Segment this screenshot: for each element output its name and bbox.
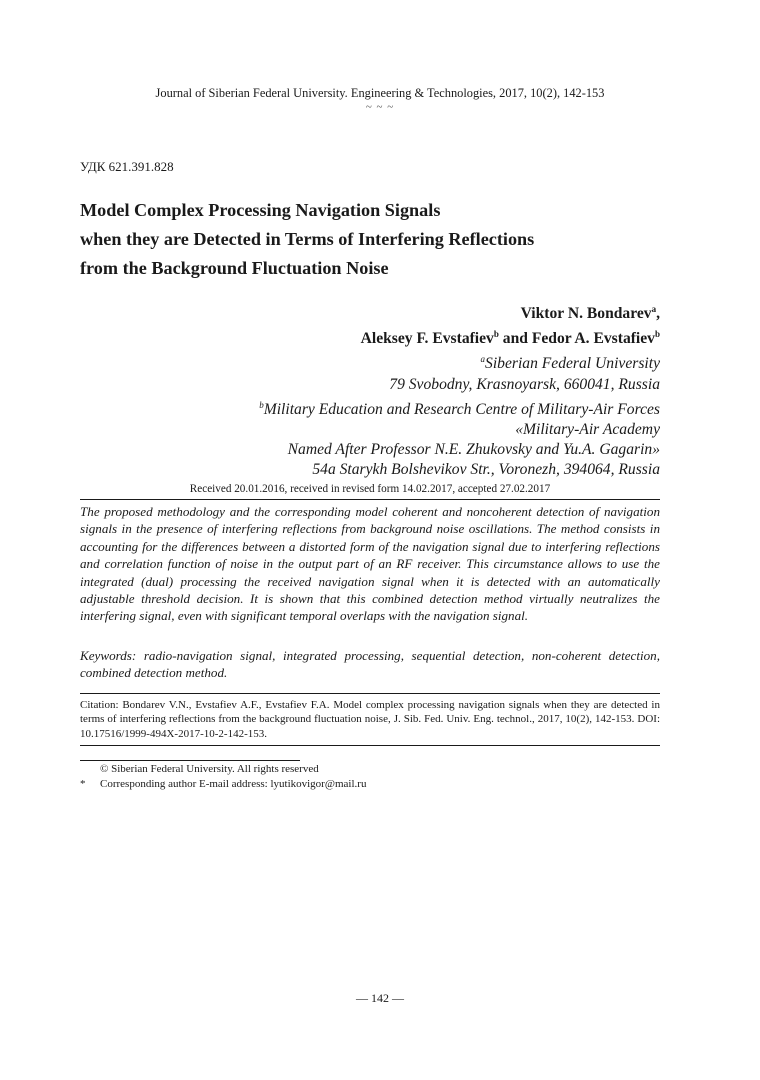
title-line-3: from the Background Fluctuation Noise <box>80 258 389 278</box>
author-fedor-evstafiev: Fedor A. Evstafiev <box>531 330 655 348</box>
corresponding-email: Corresponding author E-mail address: lyutikovigor@mail.ru <box>100 778 367 790</box>
page-number: — 142 — <box>356 991 404 1005</box>
author-aleksey-evstafiev: Aleksey F. Evstafiev <box>360 330 494 348</box>
paper-title <box>80 196 680 283</box>
affiliation-b-address: 54a Starykh Bolshevikov Str., Voronezh, 394064, Russia <box>312 460 660 478</box>
footnote-star: * <box>80 778 86 790</box>
author-sup: b <box>493 329 499 340</box>
citation-bottom-rule <box>80 745 660 746</box>
affiliation-a-address: 79 Svobodny, Krasnoyarsk, 660041, Russia <box>389 375 660 393</box>
author-sup: b <box>654 329 660 340</box>
udk-code: УДК 621.391.828 <box>80 159 174 174</box>
citation-text: Citation: Bondarev V.N., Evstafiev A.F., Evstafiev F.A. Model complex processing navigation signals when they are detected in terms of interfering reflections from the background fluctuation noise, J. Sib. Fed. Univ. Eng. technol., 2017, 10(2), 142-153. DOI: 10.17516/1999-494X-2017-10-2-142-153. <box>80 699 660 740</box>
abstract-top-rule <box>80 499 660 500</box>
journal-header: Journal of Siberian Federal University. Engineering & Technologies, 2017, 10(2), 142-153 <box>155 86 605 100</box>
affiliation-b-name-3: Named After Professor N.E. Zhukovsky and Yu.A. Gagarin» <box>287 440 660 458</box>
keywords-text: Keywords: radio-navigation signal, integrated processing, sequential detection, non-coherent detection, combined detection method. <box>80 648 660 681</box>
author-line-2 <box>259 324 660 349</box>
copyright-footnote: © Siberian Federal University. All rights reserved <box>100 763 319 775</box>
citation-top-rule <box>80 693 660 694</box>
affiliation-b-name-2: «Military-Air Academy <box>515 420 660 438</box>
affiliation-a-text: Siberian Federal University <box>485 355 660 373</box>
abstract-text: The proposed methodology and the corresponding model coherent and noncoherent detection of navigation signals in the presence of interfering reflections from background noise oscillations. The method consists in accounting for the differences between a distorted form of the navigation signal due to interfering reflections and correlation function of noise in the output part of an RF receiver. This circumstance allows to use the integrated (dual) processing the received navigation signal when it is detected with an automatically adjustable threshold decision. It is shown that this combined detection method virtually neutralizes the interfering signal, even with significant temporal overlaps with the navigation signal. <box>80 504 660 624</box>
affiliation-sup: a <box>480 354 486 365</box>
affiliation-b-name <box>259 395 660 420</box>
received-dates: Received 20.01.2016, received in revised form 14.02.2017, accepted 27.02.2017 <box>189 483 551 495</box>
authors-block <box>259 299 660 480</box>
author-comma: , <box>656 305 660 323</box>
author-bondarev: Viktor N. Bondarev <box>520 305 652 323</box>
header-separator: ~ ~ ~ <box>365 101 395 113</box>
author-line-1 <box>259 299 660 324</box>
affiliation-sup: b <box>259 399 264 410</box>
corresponding-footnote <box>80 778 366 790</box>
footnote-rule <box>80 760 300 761</box>
title-line-2: when they are Detected in Terms of Interfering Reflections <box>80 229 535 249</box>
title-line-1: Model Complex Processing Navigation Signals <box>80 200 441 220</box>
author-sup: a <box>651 304 657 314</box>
affiliation-b-text: Military Education and Research Centre of Military-Air Forces <box>263 400 660 418</box>
affiliation-a-name <box>259 349 660 374</box>
author-and: and <box>498 330 532 348</box>
